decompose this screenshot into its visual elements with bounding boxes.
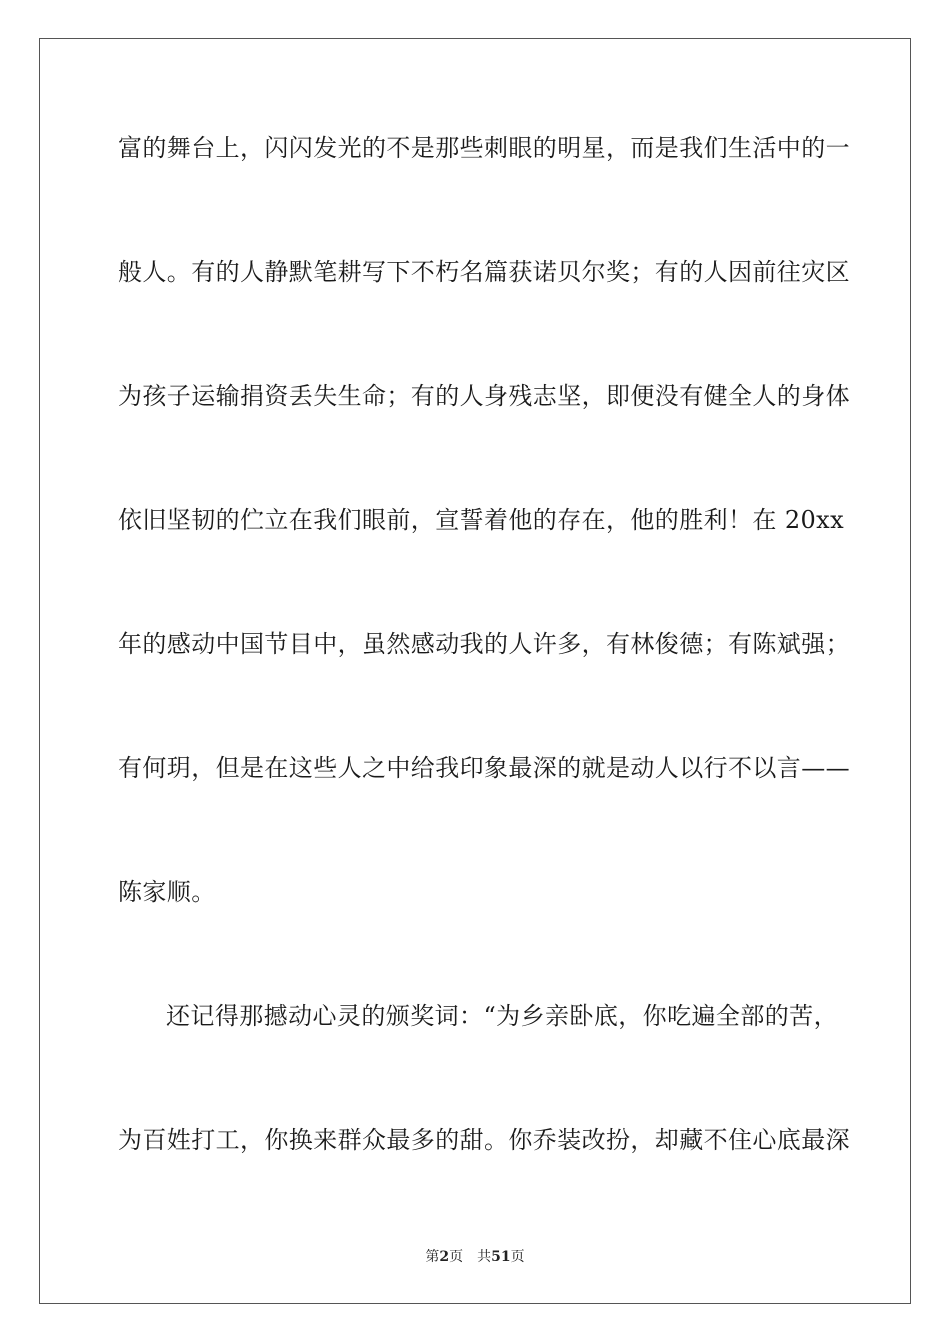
total-suffix: 页 bbox=[510, 1249, 525, 1265]
total-prefix: 共 bbox=[477, 1249, 492, 1265]
body-text-line: 陈家顺。 bbox=[118, 878, 216, 906]
page-footer bbox=[0, 1248, 950, 1266]
body-text-line: 年的感动中国节目中，虽然感动我的人许多，有林俊德；有陈斌强； bbox=[118, 630, 850, 658]
body-text-line: 有何玥，但是在这些人之中给我印象最深的就是动人以行不以言—— bbox=[118, 754, 850, 782]
body-text-line: 依旧坚韧的伫立在我们眼前，宣誓着他的存在，他的胜利！在 20xx bbox=[118, 506, 845, 534]
page-number: 2 bbox=[439, 1249, 450, 1265]
body-text-line: 为孩子运输捐资丢失生命；有的人身残志坚，即便没有健全人的身体 bbox=[118, 382, 850, 410]
body-text-line: 般人。有的人静默笔耕写下不朽名篇获诺贝尔奖；有的人因前往灾区 bbox=[118, 258, 850, 286]
page-suffix: 页 bbox=[449, 1249, 464, 1265]
paragraph-first-line: 还记得那撼动心灵的颁奖词：“为乡亲卧底，你吃遍全部的苦， bbox=[166, 1002, 838, 1030]
page-prefix: 第 bbox=[425, 1249, 440, 1265]
body-text-line: 富的舞台上，闪闪发光的不是那些刺眼的明星，而是我们生活中的一 bbox=[118, 134, 850, 162]
total-pages: 51 bbox=[491, 1249, 511, 1265]
body-text-line: 为百姓打工，你换来群众最多的甜。你乔装改扮，却藏不住心底最深 bbox=[118, 1126, 850, 1154]
page-frame bbox=[39, 38, 911, 1304]
